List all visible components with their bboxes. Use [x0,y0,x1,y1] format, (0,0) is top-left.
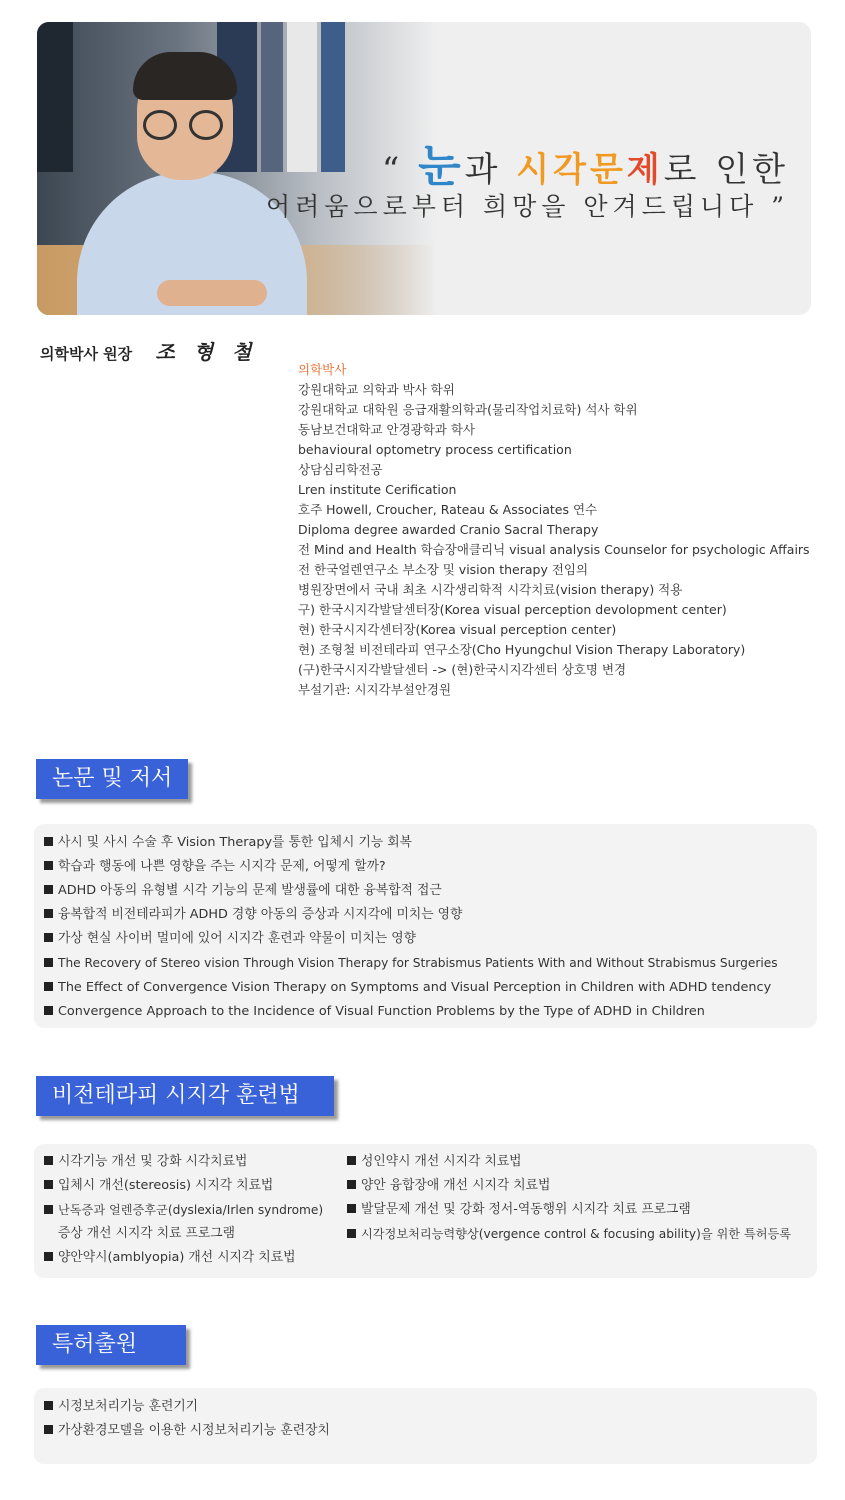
list-item: ADHD 아동의 유형별 시각 기능의 문제 발생률에 대한 융복합적 접근 [44,879,817,903]
cv-item: 현) 조형철 비전테라피 연구소장(Cho Hyungchul Vision Therapy Laboratory) [298,642,746,657]
list-item: 양안약시(amblyopia) 개선 시지각 치료법 [44,1246,344,1270]
cv-item: Diploma degree awarded Cranio Sacral Therapy [298,522,599,537]
list-item: 시정보처리기능 훈련기기 [44,1395,817,1419]
cv-item: Lren institute Cerification [298,482,457,497]
bullet-square-icon [44,1252,53,1261]
cv-item: 강원대학교 의학과 박사 학위 [298,382,455,397]
quote-highlight-vision: 시각문 [516,150,627,190]
bullet-square-icon [44,958,53,967]
list-item: 학습과 행동에 나쁜 영향을 주는 시지각 문제, 어떻게 할까? [44,855,817,879]
cv-item: 병원장면에서 국내 최초 시각생리학적 시각치료(vision therapy) 적용 [298,582,683,597]
section-title-patents: 특허출원 [36,1325,186,1365]
bullet-square-icon [347,1204,356,1213]
cv-item: 상담심리학전공 [298,462,383,477]
cv-item: 전 한국얼렌연구소 부소장 및 vision therapy 전임의 [298,562,589,577]
cv-item: 전 Mind and Health 학습장애클리닉 visual analysis Counselor for psychologic Affairs [298,542,810,557]
doctor-title: 의학박사 원장 [40,345,133,363]
list-item: 융복합적 비전테라피가 ADHD 경향 아동의 증상과 시지각에 미치는 영향 [44,903,817,927]
hero-quote-line-2: 어려움으로부터 희망을 안겨드립니다 ” [265,192,789,221]
bullet-square-icon [44,861,53,870]
section-title-methods: 비전테라피 시지각 훈련법 [36,1076,334,1116]
cv-list [298,360,828,700]
list-item: 시각정보처리능력향상(vergence control & focusing ability)을 위한 특허등록 [347,1222,817,1246]
doctor-photo [37,22,437,315]
bullet-square-icon [44,1401,53,1410]
bullet-square-icon [44,1180,53,1189]
list-item: The Effect of Convergence Vision Therapy on Symptoms and Visual Perception in Children with ADHD tendency [44,976,817,1000]
cv-item: 호주 Howell, Croucher, Rateau & Associates 연수 [298,502,598,517]
cv-item: 구) 한국시지각발달센터장(Korea visual perception devolopment center) [298,602,727,617]
list-item: 시각기능 개선 및 강화 시각치료법 [44,1150,344,1174]
cv-item: 강원대학교 대학원 응급재활의학과(물리작업치료학) 석사 학위 [298,402,638,417]
bullet-square-icon [347,1180,356,1189]
list-item: 가상환경모델을 이용한 시정보처리기능 훈련장치 [44,1419,817,1443]
bullet-square-icon [44,1156,53,1165]
methods-list-left [44,1150,344,1270]
quote-highlight-eye: 눈 [418,141,465,192]
cv-heading: 의학박사 [298,362,347,377]
list-item: 발달문제 개선 및 강화 정서-역동행위 시지각 치료 프로그램 [347,1198,817,1222]
bullet-square-icon [44,909,53,918]
patents-list [34,1388,817,1464]
hero-quote-line-1: “ 눈과 시각문제로 인한 [381,141,789,192]
list-item-continuation: 증상 개선 시지각 치료 프로그램 [58,1226,235,1241]
bullet-square-icon [44,1205,53,1214]
bullet-square-icon [44,885,53,894]
list-item: 양안 융합장애 개선 시지각 치료법 [347,1174,817,1198]
list-item: 난독증과 얼렌증후군(dyslexia/Irlen syndrome) [44,1198,344,1222]
bullet-square-icon [44,933,53,942]
cv-item: 현) 한국시지각센터장(Korea visual perception center) [298,622,617,637]
methods-panel [34,1144,817,1278]
section-title-papers: 논문 및 저서 [36,759,188,799]
list-item: The Recovery of Stereo vision Through Vision Therapy for Strabismus Patients With and Without Strabismus Surgeries [44,951,817,976]
list-item: 성인약시 개선 시지각 치료법 [347,1150,817,1174]
doctor-name: 조 형 철 [155,340,258,364]
list-item: 가상 현실 사이버 멀미에 있어 시지각 훈련과 약물이 미치는 영향 [44,927,817,951]
list-item: 입체시 개선(stereosis) 시지각 치료법 [44,1174,344,1198]
methods-list-right [347,1150,817,1246]
bullet-square-icon [44,837,53,846]
cv-item: 동남보건대학교 안경광학과 학사 [298,422,475,437]
bullet-square-icon [347,1156,356,1165]
bullet-square-icon [44,1425,53,1434]
hero-banner [37,22,811,315]
bullet-square-icon [44,982,53,991]
papers-list [34,824,817,1028]
list-item: 사시 및 사시 수술 후 Vision Therapy를 통한 입체시 기능 회복 [44,831,817,855]
doctor-title-line [40,336,257,365]
quote-highlight-problem: 제 [626,150,664,190]
bullet-square-icon [347,1229,356,1238]
cv-item: behavioural optometry process certification [298,442,572,457]
cv-item: (구)한국시지각발달센터 -> (현)한국시지각센터 상호명 변경 [298,662,627,677]
bullet-square-icon [44,1006,53,1015]
list-item: Convergence Approach to the Incidence of Visual Function Problems by the Type of ADHD in Children [44,1000,817,1024]
cv-item: 부설기관: 시지각부설안경원 [298,682,452,697]
